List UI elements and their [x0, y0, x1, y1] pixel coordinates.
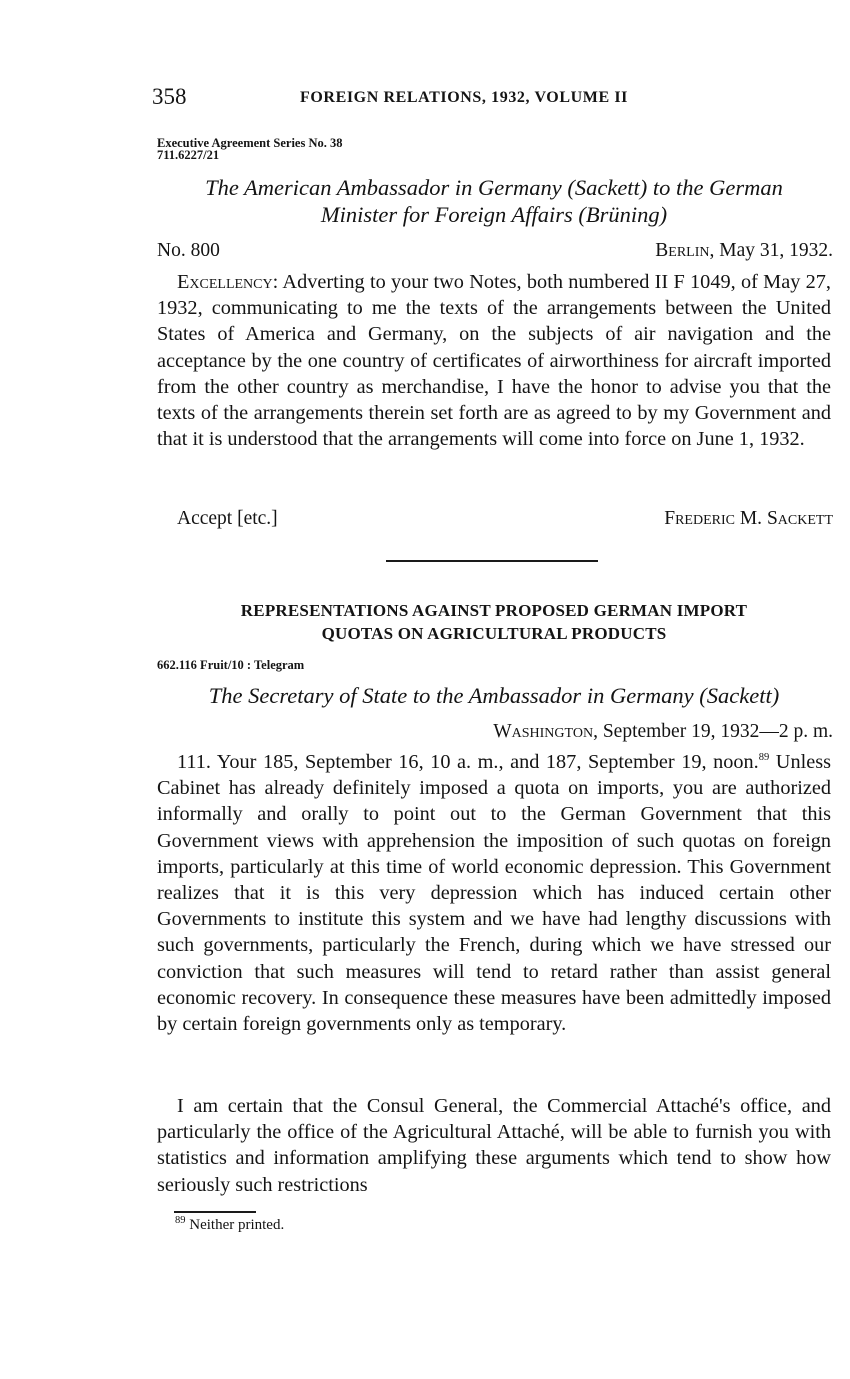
document-title-line-2: Minister for Foreign Affairs (Brüning) [320, 202, 668, 227]
telegram-reference: 662.116 Fruit/10 : Telegram [157, 658, 305, 672]
note-number: No. 800 [157, 240, 220, 261]
date-text: , May 31, 1932. [709, 240, 833, 261]
footnote-reference: 89 [758, 752, 770, 764]
telegram-paragraph-1-rest: Unless Cabinet has already definitely imposed a quota on imports, you are authorized informally and orally to point out to the German Government that this Government views with apprehension the imposition of such quotas on foreign imports, particularly at this time of world economic depression. This Government realizes that it is this very depression which has induced certain other Governments to institute this system and we have had lengthy discussions with such governments, particularly the French, during which we have stressed our conviction that such measures will tend to retard rather than assist general economic recovery. In consequence these measures have been admittedly imposed by certain foreign governments only as temporary. [157, 751, 832, 1036]
running-head [152, 84, 831, 114]
salutation: Excellency [177, 271, 273, 293]
telegram-paragraph-2 [157, 1093, 831, 1198]
telegram-place: Washington [493, 721, 594, 742]
telegram-date: , September 19, 1932—2 p. m. [593, 721, 833, 742]
footnote-mark: 89 [175, 1215, 186, 1226]
file-references [157, 137, 343, 161]
signature-first: Frederic [664, 508, 735, 529]
dateline [655, 240, 833, 262]
telegram-paragraph-1 [157, 749, 831, 1037]
section-heading-line-1: REPRESENTATIONS AGAINST PROPOSED GERMAN IMPORT [240, 601, 748, 620]
document-title [157, 174, 831, 228]
agreement-series: Executive Agreement Series No. 38 [157, 136, 343, 150]
letter-body-text: : Adverting to your two Notes, both numbered II F 1049, of May 27, 1932, communicating to me the texts of the arrangements between the United States of America and Germany, on the subjects of air navigation and the acceptance by the one country of certificates of airworthiness for aircraft imported from the other country as merchandise, I have the honor to advise you that the texts of the arrangements therein set forth are as agreed to by my Government and that it is understood that the arrangements will come into force on June 1, 1932. [157, 271, 831, 451]
footnote-rule [174, 1211, 256, 1213]
section-heading-line-2: QUOTAS ON AGRICULTURAL PRODUCTS [321, 624, 667, 643]
section-divider [386, 560, 598, 562]
page-number: 358 [152, 84, 187, 109]
telegram-title: The Secretary of State to the Ambassador in Germany (Sackett) [208, 683, 780, 708]
file-number: 711.6227/21 [157, 148, 220, 162]
signature [664, 508, 833, 530]
telegram-paragraph-1-start: 111. Your 185, September 16, 10 a. m., and 187, September 19, noon. [177, 751, 759, 773]
section-heading [157, 599, 831, 645]
telegram-dateline [493, 721, 833, 743]
complimentary-close: Accept [etc.] [177, 508, 278, 529]
footnote [175, 1217, 284, 1234]
letter-body [157, 269, 831, 452]
running-title: FOREIGN RELATIONS, 1932, VOLUME II [300, 89, 628, 106]
signature-middle: M. [734, 508, 767, 529]
document-title-line-1: The American Ambassador in Germany (Sackett) to the German [205, 175, 783, 200]
footnote-text: Neither printed. [185, 1217, 285, 1233]
signature-last: Sackett [766, 508, 833, 529]
place-name: Berlin [655, 240, 710, 261]
telegram-paragraph-2-text: I am certain that the Consul General, the Commercial Attaché's office, and particularly the office of the Agricultural Attaché, will be able to furnish you with statistics and information amplifying these arguments which tend to show how seriously such restrictions [157, 1095, 831, 1196]
